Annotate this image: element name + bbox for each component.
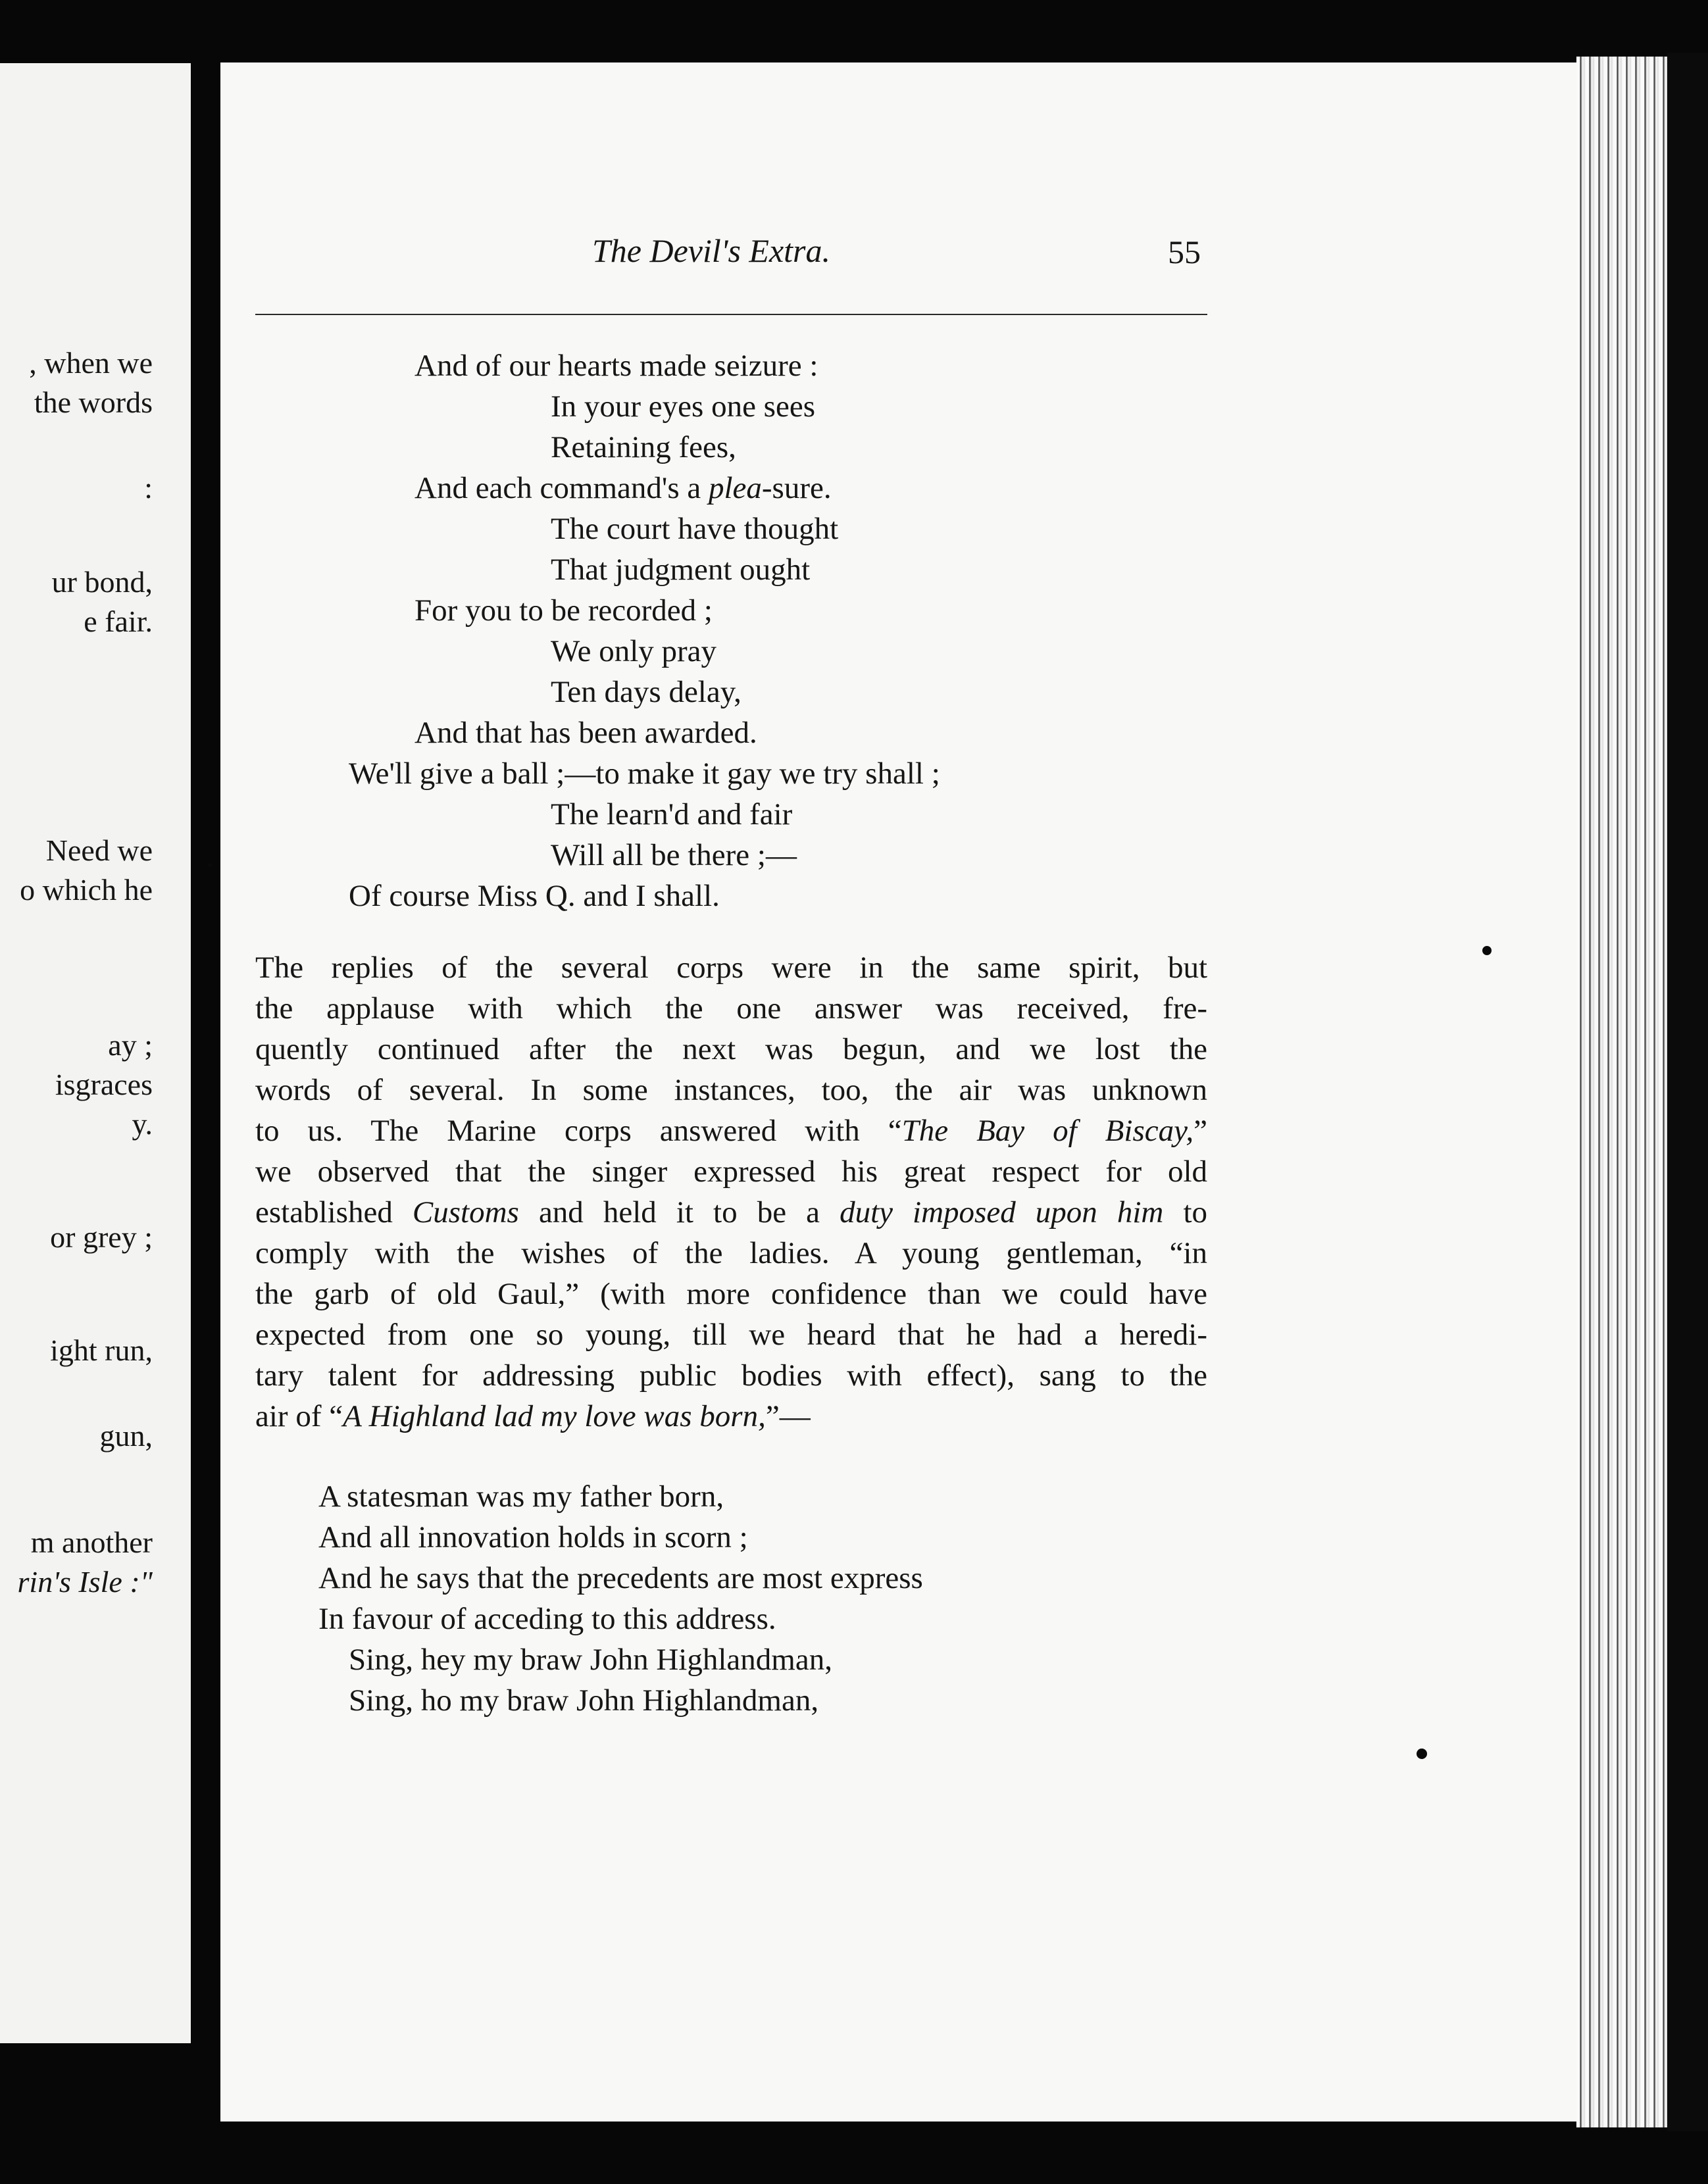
previous-page-edge [0, 63, 191, 2043]
verse-line: We only pray [551, 634, 717, 668]
verse-line: The learn'd and fair [551, 797, 793, 831]
left-page-fragment: : [144, 471, 153, 505]
left-page-fragment: ur bond, [51, 565, 153, 599]
paragraph-line: quently continued after the next was begun, and we lost the [255, 1032, 1207, 1066]
left-page-fragment: ight run, [50, 1333, 153, 1367]
paragraph-line: to us. The Marine corps answered with “The Bay of Biscay,” [255, 1114, 1207, 1148]
verse-line: That judgment ought [551, 553, 811, 587]
verse-line: For you to be recorded ; [414, 593, 713, 628]
paragraph-line: we observed that the singer expressed his great respect for old [255, 1154, 1207, 1189]
paragraph-line: air of “A Highland lad my love was born,”— [255, 1399, 811, 1433]
paragraph-line: words of several. In some instances, too, the air was unknown [255, 1073, 1207, 1107]
verse-line: And of our hearts made seizure : [414, 349, 818, 383]
left-page-fragment: o which he [20, 873, 153, 906]
ink-speck [1482, 946, 1492, 955]
verse-line: Sing, ho my braw John Highlandman, [349, 1683, 819, 1718]
verse-line: We'll give a ball ;—to make it gay we try shall ; [349, 757, 940, 791]
header-rule [255, 314, 1207, 315]
verse-line: And each command's a plea-sure. [414, 471, 832, 505]
left-page-fragment: gun, [99, 1419, 153, 1452]
left-page-fragment: y. [132, 1107, 153, 1141]
left-page-fragment: Need we [45, 833, 153, 867]
left-page-fragment: ay ; [108, 1028, 153, 1062]
paragraph-line: comply with the wishes of the ladies. A young gentleman, “in [255, 1236, 1207, 1270]
verse-line: A statesman was my father born, [318, 1479, 724, 1514]
verse-line: Will all be there ;— [551, 838, 797, 872]
verse-line: In your eyes one sees [551, 389, 815, 424]
paragraph-line: the applause with which the one answer was received, fre- [255, 991, 1207, 1026]
left-page-fragment: m another [30, 1526, 153, 1559]
ink-speck [208, 863, 212, 867]
verse-line: Ten days delay, [551, 675, 741, 709]
left-page-fragment: e fair. [84, 605, 153, 638]
running-title: The Devil's Extra. [592, 232, 831, 269]
left-page-fragment: , when we [29, 346, 153, 380]
left-page-fragment: the words [34, 385, 153, 419]
paragraph-line: established Customs and held it to be a duty imposed upon him to [255, 1195, 1207, 1229]
verse-line: Sing, hey my braw John Highlandman, [349, 1643, 832, 1677]
left-page-fragment: isgraces [55, 1068, 153, 1101]
left-page-fragment: or grey ; [50, 1220, 153, 1254]
page-number: 55 [1168, 234, 1201, 270]
ink-speck [1417, 1749, 1427, 1759]
verse-line: Of course Miss Q. and I shall. [349, 879, 720, 913]
paragraph-line: The replies of the several corps were in the same spirit, but [255, 951, 1207, 985]
left-page-fragment: rin's Isle :" [17, 1565, 153, 1599]
verse-line: Retaining fees, [551, 430, 736, 464]
verse-line: And all innovation holds in scorn ; [318, 1520, 748, 1554]
verse-line: In favour of acceding to this address. [318, 1602, 776, 1636]
paragraph-line: the garb of old Gaul,” (with more confidence than we could have [255, 1277, 1207, 1311]
book-cover-edge [1667, 53, 1708, 2131]
verse-line: The court have thought [551, 512, 839, 546]
page-edges [1576, 57, 1667, 2127]
verse-line: And that has been awarded. [414, 716, 757, 750]
paragraph-line: tary talent for addressing public bodies with effect), sang to the [255, 1358, 1207, 1393]
paragraph-line: expected from one so young, till we heard that he had a heredi- [255, 1318, 1207, 1352]
verse-line: And he says that the precedents are most express [318, 1561, 923, 1595]
